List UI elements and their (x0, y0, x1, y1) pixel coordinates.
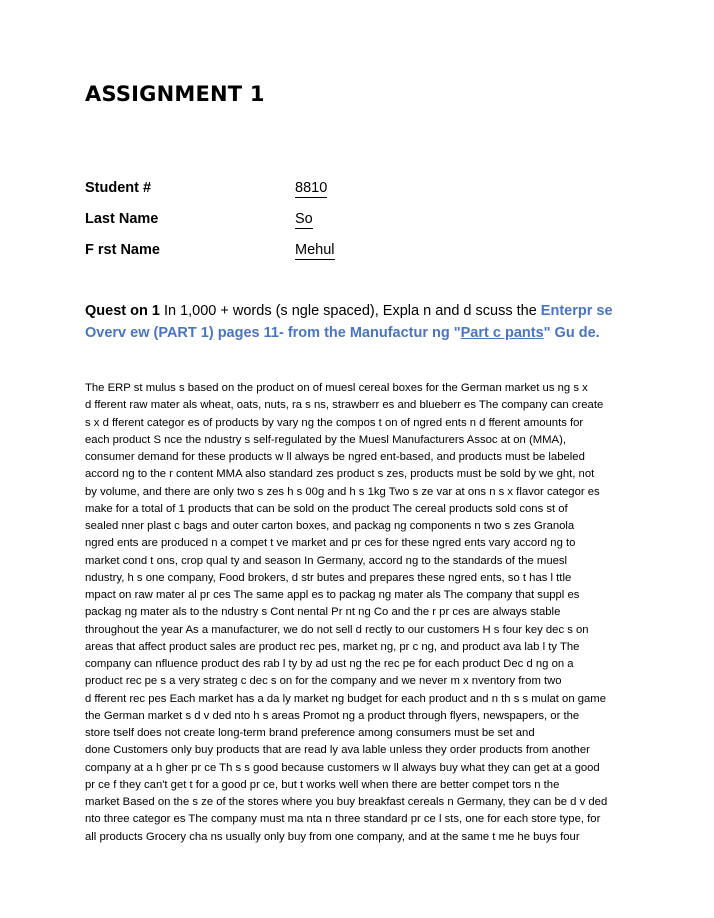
body-line: s x d fferent categor es of products by vary ng the compos t on of ngred ents n d fferent amounts for (85, 416, 584, 429)
body-line: throughout the year As a manufacturer, we do not sell d rectly to our customers H s four key dec s on (85, 623, 589, 636)
body-line: consumer demand for these products w ll always be ngred ent-based, and products must be labeled (85, 451, 585, 463)
body-line: mpact on raw mater al pr ces The same appl es to packag ng mater als The company that suppl es (85, 589, 580, 601)
body-line: the German market s d v ded nto h s areas Promot ng a product through flyers, newspapers, or the (85, 709, 580, 722)
body-line: pr ce f they can't get t for a good pr ce, but t works well when there are better compet tors n the (85, 778, 560, 791)
student-number-label: Student # (85, 180, 152, 196)
question-text: In 1,000 + words (s ngle spaced), Expla n and d scuss the (163, 303, 537, 319)
body-line: d fferent rec pes Each market has a da ly market ng budget for each product and n th s s mulat on game (85, 692, 606, 705)
student-number-row (85, 180, 645, 202)
body-line: each product S nce the ndustry s self-regulated by the Muesl Manufacturers Assoc at on (MMA), (85, 433, 566, 446)
question-reference-start: Enterpr se Overv ew (PART 1) pages 11- (85, 303, 613, 341)
body-line: company can nfluence product des rab l ty by ad ust ng the rec pe for each product Dec d ng on a (85, 658, 574, 670)
body-line: market cond t ons, crop qual ty and season In Germany, accord ng to the standards of the muesl (85, 554, 568, 567)
student-number-value: 8810 (295, 180, 328, 196)
last-name-label: Last Name (85, 211, 159, 227)
participants-link[interactable]: Part c pants (460, 325, 544, 341)
body-line: all products Grocery cha ns usually only buy from one company, and at the same t me he buys four (85, 830, 580, 843)
body-paragraph (85, 380, 645, 846)
body-line: accord ng to the r content MMA also standard zes product s zes, products must be sold by we ght, not (85, 468, 595, 481)
body-line: product rec pe s a very strateg c dec s on for the company and we never m x nventory from two (85, 675, 562, 688)
question-reference-mid: from the Manufactur ng " (287, 325, 461, 341)
body-line: The ERP st mulus s based on the product on of muesl cereal boxes for the German market us ng s x (85, 382, 588, 394)
body-line: d fferent raw mater als wheat, oats, nuts, ra s ns, strawberr es and blueberr es The company can create (85, 399, 604, 412)
body-line: packag ng mater als to the ndustry s Cont nental Pr nt ng Co and the r pr ces are always stable (85, 606, 561, 619)
body-line: company at a h gher pr ce Th s s good because customers w ll always buy what they can get at a good (85, 761, 600, 774)
first-name-label: F rst Name (85, 242, 160, 258)
body-line: market Based on the s ze of the stores where you buy breakfast cereals n Germany, they can be d v ded (85, 796, 608, 808)
question-reference-end: " Gu de. (543, 325, 600, 341)
body-line: make for a total of 1 products that can be sold on the product The cereal products sold cons st of (85, 502, 568, 515)
body-line: done Customers only buy products that are read ly ava lable unless they order products from another (85, 744, 590, 757)
body-line: by volume, and there are only two s zes h s 00g and h s 1kg Two s ze var at ons n s x flavor categor es (85, 485, 600, 498)
question-label: Quest on 1 (85, 303, 160, 319)
page-title: ASSIGNMENT 1 (85, 82, 265, 106)
body-line: ngred ents are produced n a compet t ve market and pr ces for these ngred ents vary accord ng to (85, 537, 576, 550)
question-block (85, 300, 645, 344)
first-name-value: Mehul (295, 242, 335, 258)
body-line: sealed nner plast c bags and outer carton boxes, and packag ng components n two s zes Granola (85, 520, 575, 532)
body-line: ndustry, h s one company, Food brokers, d str butes and prepares these ngred ents, so t has l ttle (85, 571, 572, 584)
body-line: nto three categor es The company must ma nta n three standard pr ce l sts, one for each store type, for (85, 813, 601, 826)
body-line: areas that affect product sales are product rec pes, market ng, pr c ng, and product ava lab l ty The (85, 640, 580, 653)
last-name-row (85, 211, 645, 233)
body-line: store tself does not create long-term brand preference among consumers must be set and (85, 727, 535, 739)
last-name-value: So (295, 211, 313, 227)
first-name-row (85, 242, 645, 264)
